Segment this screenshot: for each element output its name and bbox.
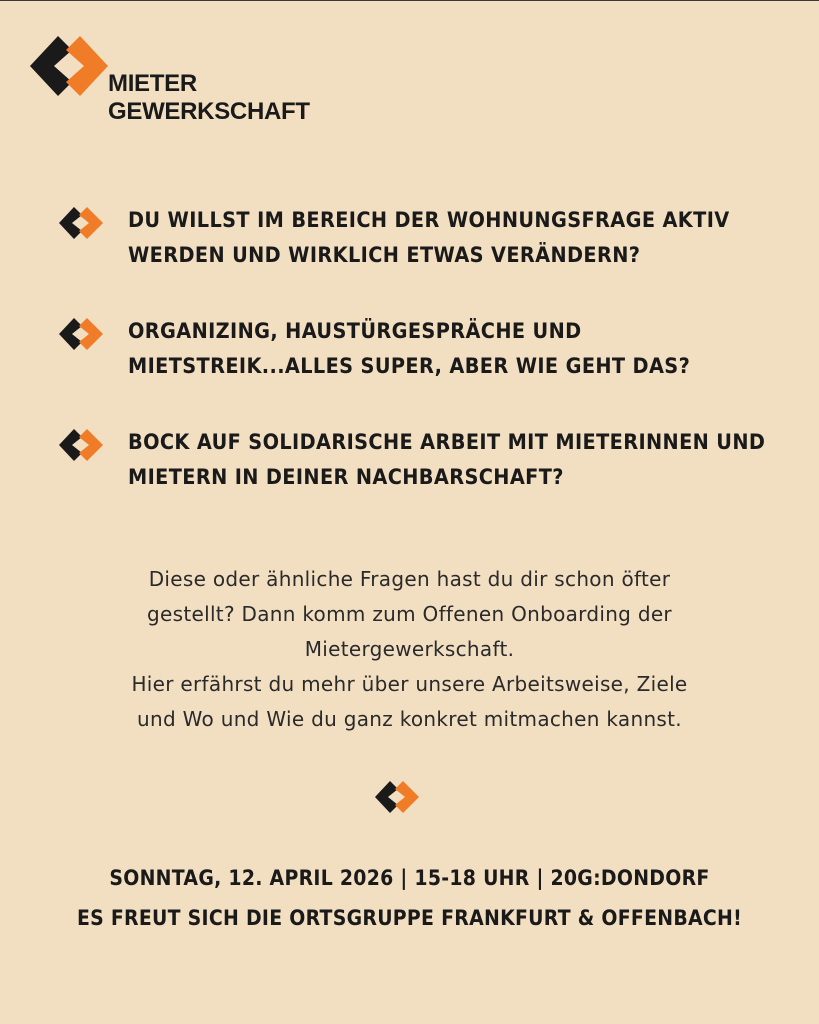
bullet-chevron-icon	[58, 317, 104, 355]
logo-wordmark	[108, 70, 310, 126]
intro-line: Hier erfährst du mehr über unsere Arbeitsweise, Ziele	[131, 672, 688, 696]
event-greeting-text: ES FREUT SICH DIE ORTSGRUPPE FRANKFURT & OFFENBACH!	[76, 906, 743, 930]
event-details	[0, 866, 819, 890]
top-border	[0, 0, 819, 1]
intro-line: Mietergewerkschaft.	[304, 637, 515, 661]
question-line: BOCK AUF SOLIDARISCHE ARBEIT MIT MIETERINNEN UND	[128, 430, 766, 454]
divider-chevron-icon	[374, 780, 420, 818]
bullet-chevron-icon	[58, 428, 104, 466]
question-line: WERDEN UND WIRKLICH ETWAS VERÄNDERN?	[128, 243, 641, 267]
event-greeting	[0, 906, 819, 930]
logo-line-1: MIETER	[108, 70, 197, 97]
question-line: DU WILLST IM BEREICH DER WOHNUNGSFRAGE AKTIV	[128, 208, 730, 232]
question-text	[128, 203, 730, 273]
question-line: MIETERN IN DEINER NACHBARSCHAFT?	[128, 465, 564, 489]
intro-line: Diese oder ähnliche Fragen hast du dir schon öfter	[148, 567, 671, 591]
question-text	[128, 425, 766, 495]
intro-paragraph	[40, 562, 779, 737]
question-line: ORGANIZING, HAUSTÜRGESPRÄCHE UND	[128, 319, 582, 343]
bullet-chevron-icon	[58, 206, 104, 244]
logo-line-2: GEWERKSCHAFT	[108, 98, 310, 125]
intro-line: gestellt? Dann komm zum Offenen Onboarding der	[147, 602, 672, 626]
event-details-text: SONNTAG, 12. APRIL 2026 | 15-18 UHR | 20G:DONDORF	[109, 866, 710, 890]
logo-icon	[28, 34, 110, 96]
intro-line: und Wo und Wie du ganz konkret mitmachen kannst.	[137, 707, 682, 731]
question-text	[128, 314, 717, 384]
question-line: MIETSTREIK...ALLES SUPER, ABER WIE GEHT DAS?	[128, 354, 691, 378]
